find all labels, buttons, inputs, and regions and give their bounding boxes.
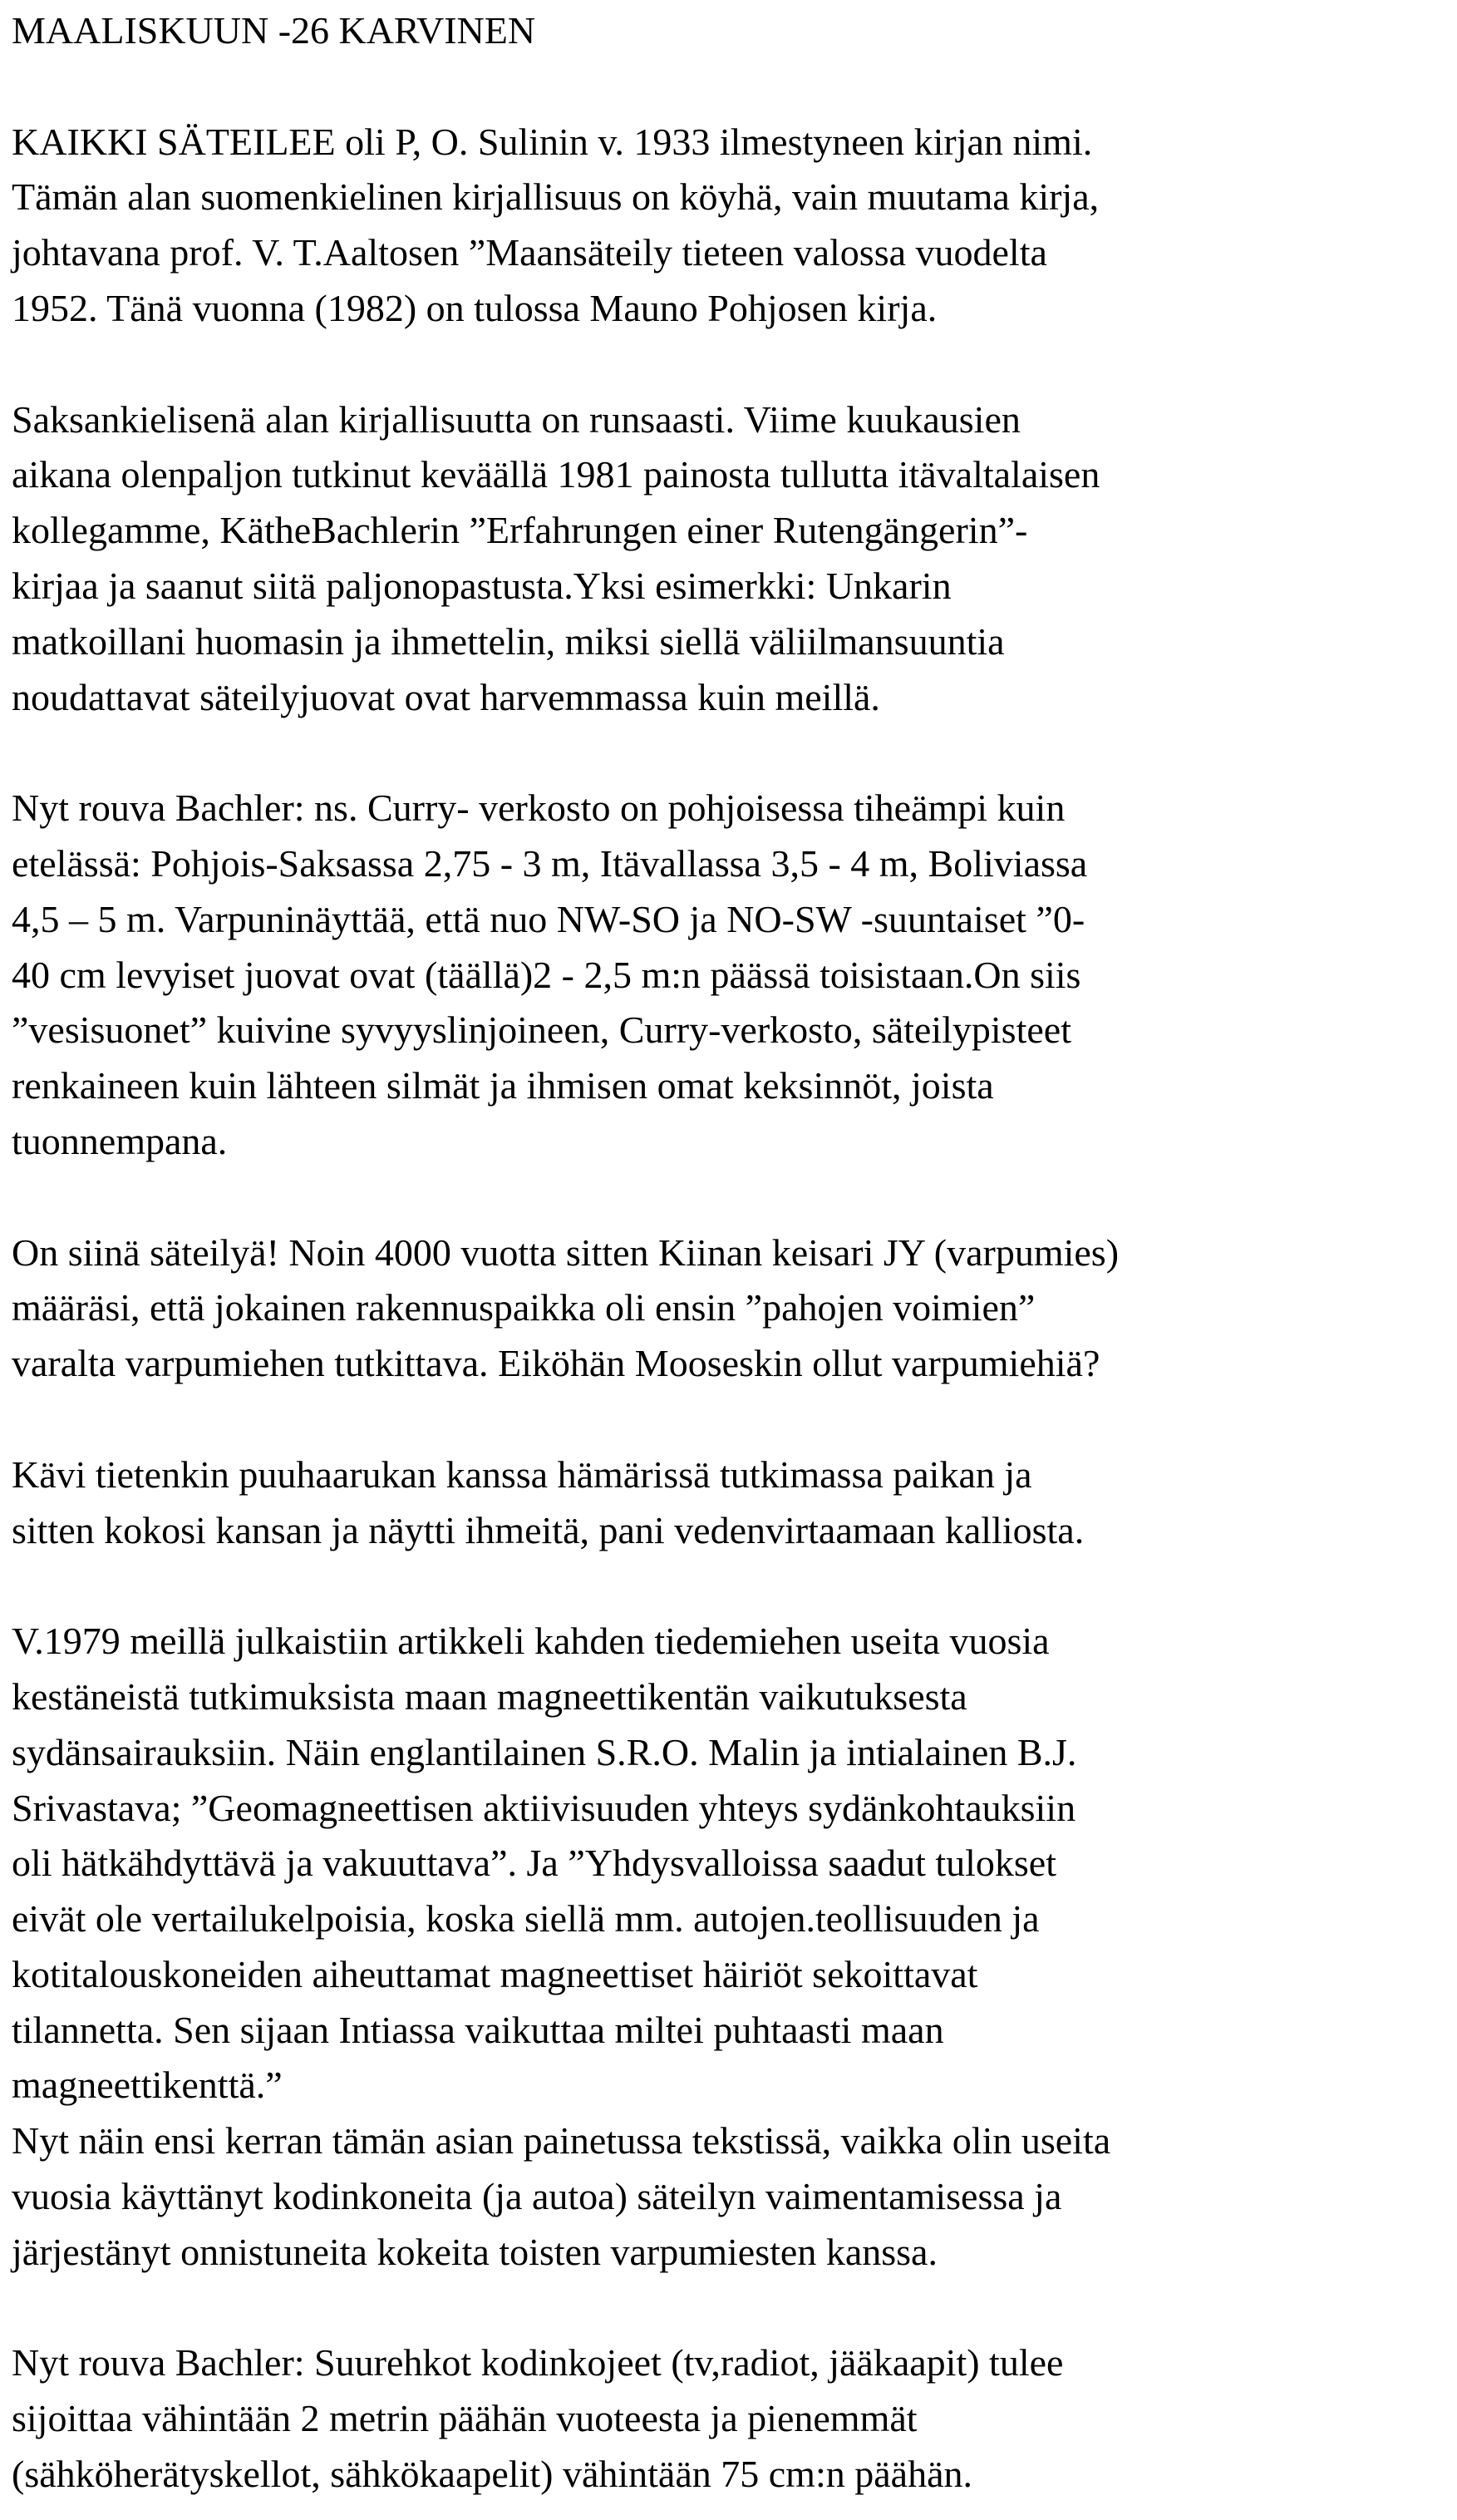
text-line: Nyt rouva Bachler: Suurehkot kodinkojeet (tv,radiot, jääkaapit) tulee (12, 2341, 1064, 2384)
text-line: Tämän alan suomenkielinen kirjallisuus on köyhä, vain muutama kirja, (12, 175, 1100, 219)
paragraph-spacer (12, 337, 1457, 392)
paragraph-7 (12, 2335, 1457, 2502)
text-line: kotitalouskoneiden aiheuttamat magneettiset häiriöt sekoittavat (12, 1952, 978, 1995)
text-line: sijoittaa vähintään 2 metrin päähän vuoteesta ja pienemmät (12, 2397, 918, 2440)
paragraph-spacer (12, 1392, 1457, 1447)
text-line: 1952. Tänä vuonna (1982) on tulossa Mauno Pohjosen kirja. (12, 286, 938, 329)
text-line: V.1979 meillä julkaistiin artikkeli kahden tiedemiehen useita vuosia (12, 1620, 1050, 1663)
text-line: tilannetta. Sen sijaan Intiassa vaikuttaa miltei puhtaasti maan (12, 2008, 944, 2051)
text-line: johtavana prof. V. T.Aaltosen ”Maansäteily tieteen valossa vuodelta (12, 231, 1047, 274)
text-line: järjestänyt onnistuneita kokeita toisten varpumiesten kanssa. (12, 2230, 938, 2273)
text-line: ”vesisuonet” kuivine syvyyslinjoineen, Curry-verkosto, säteilypisteet (12, 1008, 1071, 1052)
text-line: Saksankielisenä alan kirjallisuutta on runsaasti. Viime kuukausien (12, 397, 1021, 441)
paragraph-spacer (12, 1558, 1457, 1614)
text-line: (sähköherätyskellot, sähkökaapelit) vähintään 75 cm:n päähän. (12, 2453, 972, 2496)
text-line: eivät ole vertailukelpoisia, koska siellä mm. autojen.teollisuuden ja (12, 1897, 1040, 1941)
paragraph-spacer (12, 725, 1457, 781)
text-line: matkoillani huomasin ja ihmettelin, miksi siellä väliilmansuuntia (12, 619, 1005, 663)
text-line: renkaineen kuin lähteen silmät ja ihmisen omat keksinnöt, joista (12, 1064, 994, 1107)
text-line: noudattavat säteilyjuovat ovat harvemmassa kuin meillä. (12, 675, 880, 718)
text-line: Srivastava; ”Geomagneettisen aktiivisuuden yhteys sydänkohtauksiin (12, 1786, 1076, 1829)
paragraph-spacer (12, 2281, 1457, 2336)
text-line: Nyt rouva Bachler: ns. Curry- verkosto on pohjoisessa tiheämpi kuin (12, 787, 1066, 830)
paragraph-6 (12, 1614, 1457, 2281)
paragraph-3 (12, 781, 1457, 1170)
paragraph-spacer (12, 1170, 1457, 1225)
text-line: Nyt näin ensi kerran tämän asian painetussa tekstissä, vaikka olin useita (12, 2119, 1111, 2162)
text-line: magneettikenttä.” (12, 2064, 283, 2107)
text-line: 40 cm levyiset juovat ovat (täällä)2 - 2,5 m:n päässä toisistaan.On siis (12, 953, 1081, 996)
text-line: vuosia käyttänyt kodinkoneita (ja autoa) säteilyn vaimentamisessa ja (12, 2175, 1062, 2218)
text-line: KAIKKI SÄTEILEE oli P, O. Sulinin v. 1933 ilmestyneen kirjan nimi. (12, 120, 1093, 163)
text-line: oli hätkähdyttävä ja vakuuttava”. Ja ”Yhdysvalloissa saadut tulokset (12, 1842, 1057, 1885)
text-line: aikana olenpaljon tutkinut keväällä 1981 painosta tullutta itävaltalaisen (12, 453, 1100, 496)
text-line: kirjaa ja saanut siitä paljonopastusta.Yksi esimerkki: Unkarin (12, 564, 952, 607)
text-line: tuonnempana. (12, 1119, 228, 1162)
text-line: varalta varpumiehen tutkittava. Eiköhän Mooseskin ollut varpumiehiä? (12, 1342, 1100, 1385)
text-line: määräsi, että jokainen rakennuspaikka oli ensin ”pahojen voimien” (12, 1286, 1036, 1329)
text-line: etelässä: Pohjois-Saksassa 2,75 - 3 m, Itävallassa 3,5 - 4 m, Boliviassa (12, 841, 1088, 885)
text-line: sydänsairauksiin. Näin englantilainen S.R.O. Malin ja intialainen B.J. (12, 1730, 1077, 1773)
text-line: kestäneistä tutkimuksista maan magneettikentän vaikutuksesta (12, 1674, 967, 1718)
paragraph-1 (12, 115, 1457, 337)
text-line: 4,5 – 5 m. Varpuninäyttää, että nuo NW-SO ja NO-SW -suuntaiset ”0- (12, 897, 1085, 940)
paragraph-5 (12, 1447, 1457, 1559)
paragraph-spacer (12, 59, 1457, 115)
paragraph-4 (12, 1225, 1457, 1392)
document-title: MAALISKUUN -26 KARVINEN (12, 9, 536, 52)
paragraph-2 (12, 392, 1457, 726)
text-line: sitten kokosi kansan ja näytti ihmeitä, pani vedenvirtaamaan kalliosta. (12, 1508, 1085, 1551)
text-line: On siinä säteilyä! Noin 4000 vuotta sitten Kiinan keisari JY (varpumies) (12, 1230, 1120, 1274)
text-line: Kävi tietenkin puuhaarukan kanssa hämärissä tutkimassa paikan ja (12, 1452, 1032, 1496)
text-line: kollegamme, KätheBachlerin ”Erfahrungen einer Rutengängerin”- (12, 509, 1028, 552)
